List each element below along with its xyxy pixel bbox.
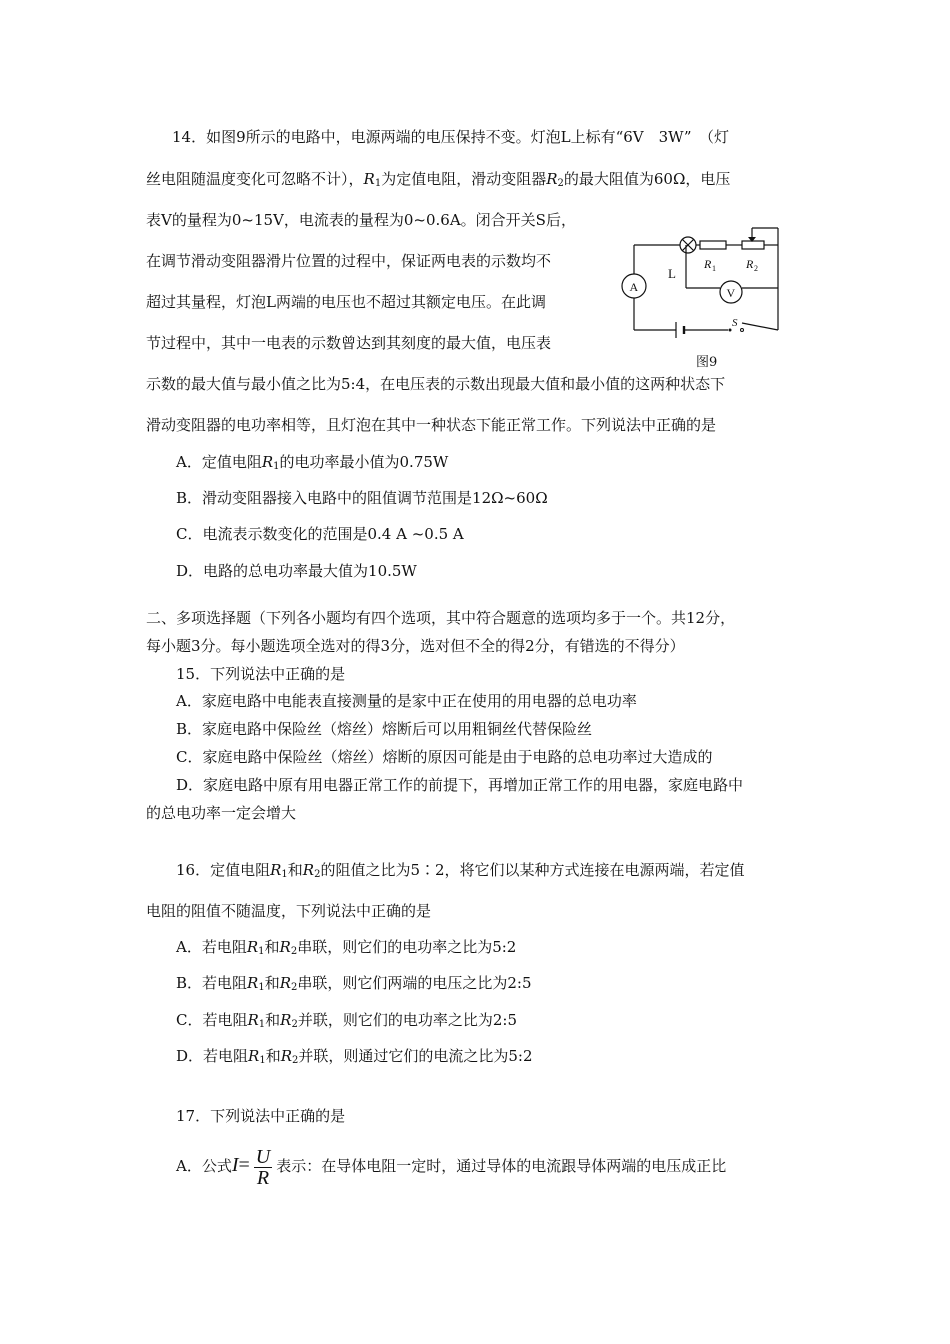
switch-blade <box>742 323 778 330</box>
q16-option-c-part-b: 和 <box>265 1011 281 1029</box>
q17-option-a <box>176 1143 726 1188</box>
q14-line-8: 滑动变阻器的电功率相等，且灯泡在其中一种状态下能正常工作。下列说法中正确的是 <box>146 416 717 434</box>
q16-option-c <box>176 1010 517 1035</box>
q16-option-a <box>176 937 516 962</box>
q14-line-2-part-c: 的最大阻值为60Ω，电压 <box>563 170 731 188</box>
q16-line-1 <box>176 860 745 885</box>
var-r2: R <box>279 938 291 956</box>
q15-option-c: C．家庭电路中保险丝（熔丝）熔断的原因可能是由于电路的总电功率过大造成的 <box>176 748 713 766</box>
q14-option-d: D．电路的总电功率最大值为10.5W <box>176 562 417 580</box>
q16-option-b-part-b: 和 <box>264 974 280 992</box>
var-r1-sub: 1 <box>273 461 280 472</box>
lamp-label: L <box>668 266 676 281</box>
q16-option-b-part-c: 串联，则它们两端的电压之比为2:5 <box>297 974 532 992</box>
q16-option-d-part-b: 和 <box>265 1047 281 1065</box>
section2-line-2: 每小题3分。每小题选项全选对的得3分，选对但不全的得2分，有错选的不得分） <box>146 637 685 655</box>
resistor-r2-icon <box>742 241 764 249</box>
figure-caption: 图9 <box>696 355 718 370</box>
q15-stem: 15．下列说法中正确的是 <box>176 665 346 683</box>
var-r1: R <box>270 861 282 879</box>
var-r2: R <box>280 1011 292 1029</box>
q14-line-7: 示数的最大值与最小值之比为5:4，在电压表的示数出现最大值和最小值的这两种状态下 <box>146 375 726 393</box>
q16-option-d-part-c: 并联，则通过它们的电流之比为5:2 <box>298 1047 533 1065</box>
r2-sub-label: 2 <box>754 264 758 273</box>
q16-option-c-part-c: 并联，则它们的电功率之比为2:5 <box>297 1011 517 1029</box>
q16-line-1-part-c: 的阻值之比为5∶2，将它们以某种方式连接在电源两端，若定值 <box>320 861 745 879</box>
r1-sub-label: 1 <box>712 264 716 273</box>
q16-option-a-part-a: A．若电阻 <box>176 938 247 956</box>
q16-option-d <box>176 1046 533 1071</box>
var-r2-sub: 2 <box>291 982 298 993</box>
q16-option-a-part-c: 串联，则它们的电功率之比为5:2 <box>297 938 517 956</box>
q16-option-d-part-a: D．若电阻 <box>176 1047 249 1065</box>
q16-line-1-part-b: 和 <box>287 861 303 879</box>
q14-option-b: B．滑动变阻器接入电路中的阻值调节范围是12Ω~60Ω <box>176 489 548 507</box>
formula-current-symbol: I <box>231 1154 239 1176</box>
var-r2-sub: 2 <box>292 1055 299 1066</box>
q14-option-a <box>176 452 448 477</box>
ammeter-label: A <box>629 280 639 294</box>
resistor-r1-icon <box>700 241 726 249</box>
q14-line-3: 表V的量程为0~15V，电流表的量程为0~0.6A。闭合开关S后， <box>146 211 576 229</box>
var-r1: R <box>247 974 259 992</box>
q16-option-c-part-a: C．若电阻 <box>176 1011 248 1029</box>
var-r1-sub: 1 <box>259 1055 266 1066</box>
var-r1-sub: 1 <box>374 178 382 189</box>
formula-equals: = <box>238 1154 250 1176</box>
var-r2-sub: 2 <box>290 946 298 957</box>
formula-fraction <box>254 1147 272 1188</box>
q14-line-2 <box>146 169 730 194</box>
circuit-figure-9 <box>618 222 788 378</box>
q14-option-a-part-b: 的电功率最小值为0.75W <box>279 453 449 471</box>
r1-label: R <box>704 257 712 271</box>
var-r1: R <box>363 170 375 188</box>
voltmeter-label: V <box>726 286 736 300</box>
var-r2: R <box>280 1047 293 1065</box>
q14-line-5: 超过其量程，灯泡L两端的电压也不超过其额定电压。在此调 <box>146 293 546 311</box>
formula-numerator: U <box>255 1145 271 1168</box>
q17-option-a-part-b: 表示：在导体电阻一定时，通过导体的电流跟导体两端的电压成正比 <box>276 1157 727 1175</box>
q16-line-2: 电阻的阻值不随温度，下列说法中正确的是 <box>146 902 432 920</box>
switch-label: S <box>732 317 738 329</box>
q16-option-a-part-b: 和 <box>264 938 280 956</box>
q14-line-2-part-a: 丝电阻随温度变化可忽略不计）， <box>146 170 364 188</box>
var-r1: R <box>248 1047 260 1065</box>
switch-contact-right <box>741 329 744 332</box>
q14-line-1: 14．如图9所示的电路中，电源两端的电压保持不变。灯泡L上标有“6V 3W” （灯 <box>172 128 730 146</box>
r2-label: R <box>746 257 754 271</box>
q15-option-d-line-1: D．家庭电路中原有用电器正常工作的前提下，再增加正常工作的用电器，家庭电路中 <box>176 776 744 794</box>
q16-option-b <box>176 973 532 998</box>
q14-option-a-part-a: A．定值电阻 <box>176 453 262 471</box>
var-r2: R <box>279 974 292 992</box>
q14-option-c: C．电流表示数变化的范围是0.4 A ~0.5 A <box>176 525 464 543</box>
var-r1: R <box>261 453 274 471</box>
var-r2: R <box>546 170 558 188</box>
q17-stem: 17．下列说法中正确的是 <box>176 1107 346 1125</box>
var-r1-sub: 1 <box>258 982 265 993</box>
var-r2-sub: 2 <box>314 869 321 880</box>
q16-option-b-part-a: B．若电阻 <box>176 974 248 992</box>
formula-denominator: R <box>256 1166 270 1189</box>
var-r1-sub: 1 <box>258 1019 266 1030</box>
q16-line-1-part-a: 16．定值电阻 <box>176 861 271 879</box>
q17-option-a-part-a: A．公式 <box>176 1157 232 1175</box>
q14-line-2-part-b: 为定值电阻，滑动变阻器 <box>381 170 547 188</box>
q15-option-a: A．家庭电路中电能表直接测量的是家中正在使用的用电器的总电功率 <box>176 692 637 710</box>
q15-option-d-line-2: 的总电功率一定会增大 <box>146 804 297 822</box>
var-r2-sub: 2 <box>557 178 564 189</box>
var-r2-sub: 2 <box>291 1019 298 1030</box>
var-r1-sub: 1 <box>258 946 265 957</box>
var-r1: R <box>247 1011 259 1029</box>
var-r1-sub: 1 <box>281 869 288 880</box>
q14-line-4: 在调节滑动变阻器滑片位置的过程中，保证两电表的示数均不 <box>146 252 552 270</box>
var-r1: R <box>246 938 259 956</box>
section2-line-1: 二、多项选择题（下列各小题均有四个选项，其中符合题意的选项均多于一个。共12分， <box>146 609 736 627</box>
q14-line-6: 节过程中，其中一电表的示数曾达到其刻度的最大值，电压表 <box>146 334 552 352</box>
circuit-diagram <box>618 222 788 378</box>
var-r2: R <box>302 861 315 879</box>
q15-option-b: B．家庭电路中保险丝（熔丝）熔断后可以用粗铜丝代替保险丝 <box>176 720 593 738</box>
